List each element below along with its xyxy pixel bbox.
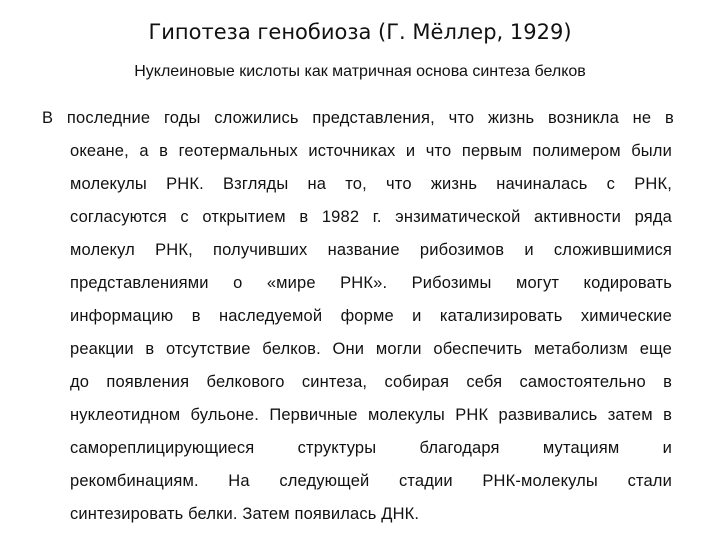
paragraph-word: Они xyxy=(332,340,365,358)
paragraph-word: в xyxy=(191,307,201,325)
paragraph-word: Первичные xyxy=(269,406,358,424)
paragraph-word: молекул xyxy=(70,241,135,259)
paragraph-word: собирая xyxy=(384,373,450,391)
paragraph-word: то, xyxy=(345,175,367,193)
paragraph-word: РНК, xyxy=(155,241,193,259)
paragraph-word: ДНК. xyxy=(381,505,420,523)
paragraph-word: РНК». xyxy=(340,274,388,292)
paragraph-word: в xyxy=(664,109,674,127)
paragraph-word: наследуемой xyxy=(218,307,323,325)
paragraph-word: Рибозимы xyxy=(411,274,492,292)
paragraph-word: информацию xyxy=(70,307,174,325)
paragraph-word: форме xyxy=(340,307,394,325)
paragraph-word: появилась xyxy=(294,505,382,523)
paragraph-line xyxy=(70,399,672,432)
paragraph-word: могут xyxy=(515,274,560,292)
paragraph-word: благодаря xyxy=(419,439,500,457)
paragraph-word: жизнь xyxy=(430,175,478,193)
paragraph-word: ряда xyxy=(634,208,672,226)
paragraph-word: появления xyxy=(106,373,190,391)
paragraph-word: отсутствие xyxy=(166,340,251,358)
slide-subtitle: Нуклеиновые кислоты как матричная основа синтеза белков xyxy=(134,63,586,80)
paragraph-word: молекулы xyxy=(367,406,445,424)
paragraph-word: и xyxy=(662,439,672,457)
paragraph-word: белки. xyxy=(188,505,243,523)
paragraph-word: сложившимися xyxy=(553,241,672,259)
paragraph-word: структуры xyxy=(297,439,377,457)
paragraph-line xyxy=(70,135,672,168)
paragraph-word: метаболизм xyxy=(534,340,629,358)
paragraph-word: химические xyxy=(580,307,672,325)
paragraph-word: затем xyxy=(607,406,653,424)
paragraph-word: активности xyxy=(534,208,621,226)
paragraph-word: и xyxy=(405,142,416,160)
paragraph-word: на xyxy=(307,175,327,193)
paragraph-word: геотермальных xyxy=(178,142,298,160)
paragraph-word: в xyxy=(663,406,672,424)
paragraph-word: белков. xyxy=(262,340,321,358)
paragraph-word: Затем xyxy=(242,505,295,523)
paragraph-word: с xyxy=(180,208,189,226)
paragraph-word: следующей xyxy=(279,472,370,490)
paragraph-word: в xyxy=(663,373,672,391)
paragraph-word: были xyxy=(631,142,672,160)
paragraph-line xyxy=(70,300,672,333)
paragraph-word: Взгляды xyxy=(223,175,289,193)
paragraph-word: синтеза, xyxy=(301,373,368,391)
paragraph-word: себя xyxy=(466,373,503,391)
paragraph-word: с xyxy=(606,175,616,193)
paragraph-word: РНК xyxy=(455,406,489,424)
paragraph-word: что xyxy=(448,109,475,127)
paragraph-word: возникла xyxy=(548,109,619,127)
paragraph-word: синтезировать xyxy=(70,505,189,523)
paragraph-line xyxy=(42,102,674,135)
paragraph-word: могли xyxy=(375,340,422,358)
paragraph-word: стадии xyxy=(399,472,453,490)
paragraph-word: катализировать xyxy=(439,307,563,325)
slide-title: Гипотеза генобиоза (Г. Мёллер, 1929) xyxy=(148,20,572,44)
paragraph-word: кодировать xyxy=(583,274,672,292)
paragraph-word: последние xyxy=(66,109,151,127)
paragraph-line xyxy=(70,366,672,399)
paragraph-word: в xyxy=(159,142,169,160)
paragraph-word: На xyxy=(228,472,250,490)
paragraph-word: 1982 xyxy=(321,208,360,226)
paragraph-word: г. xyxy=(372,208,382,226)
paragraph-word: полимером xyxy=(532,142,621,160)
paragraph-word: в xyxy=(145,340,155,358)
paragraph-word: что xyxy=(386,175,412,193)
paragraph-word: еще xyxy=(639,340,672,358)
paragraph-word: получивших xyxy=(213,241,308,259)
paragraph-word: нуклеотидном xyxy=(70,406,181,424)
paragraph-word: жизнь xyxy=(487,109,535,127)
paragraph-word: океане, xyxy=(70,142,129,160)
paragraph-word: рибозимов xyxy=(419,241,505,259)
paragraph-word: молекулы xyxy=(70,175,147,193)
paragraph-word: бульоне. xyxy=(190,406,259,424)
paragraph-word: мутациям xyxy=(542,439,620,457)
paragraph-line xyxy=(70,201,672,234)
paragraph-word: В xyxy=(42,109,54,127)
paragraph-word: что xyxy=(425,142,452,160)
paragraph-word: и xyxy=(412,307,422,325)
paragraph-word: а xyxy=(139,142,149,160)
paragraph-word: открытием xyxy=(202,208,286,226)
paragraph-word: не xyxy=(632,109,652,127)
paragraph-word: первым xyxy=(461,142,523,160)
paragraph-word: самостоятельно xyxy=(519,373,646,391)
paragraph-line xyxy=(70,234,672,267)
paragraph-word: о xyxy=(233,274,243,292)
paragraph-word: согласуются xyxy=(70,208,167,226)
paragraph-word: представления, xyxy=(312,109,435,127)
paragraph-word: стали xyxy=(627,472,672,490)
paragraph-word: РНК. xyxy=(166,175,204,193)
paragraph-word: годы xyxy=(163,109,201,127)
paragraph-word: в xyxy=(299,208,309,226)
paragraph-word: и xyxy=(524,241,534,259)
paragraph-word: реакции xyxy=(70,340,134,358)
paragraph-word: до xyxy=(70,373,90,391)
paragraph-line xyxy=(70,267,672,300)
paragraph-line xyxy=(70,432,672,465)
paragraph-word: самореплицирующиеся xyxy=(70,439,255,457)
paragraph-word: рекомбинациям. xyxy=(70,472,199,490)
paragraph-line xyxy=(70,498,672,531)
paragraph-line xyxy=(70,333,672,366)
paragraph-word: обеспечить xyxy=(433,340,523,358)
paragraph-word: развивались xyxy=(498,406,598,424)
paragraph-word: источниках xyxy=(308,142,396,160)
paragraph-line xyxy=(70,168,672,201)
paragraph-word: «мире xyxy=(266,274,316,292)
paragraph-word: белкового xyxy=(206,373,285,391)
paragraph-word: РНК-молекулы xyxy=(482,472,598,490)
paragraph-word: представлениями xyxy=(70,274,209,292)
paragraph-word: сложились xyxy=(214,109,299,127)
paragraph-word: РНК, xyxy=(634,175,672,193)
paragraph-line xyxy=(70,465,672,498)
paragraph-word: начиналась xyxy=(496,175,588,193)
paragraph-word: название xyxy=(327,241,400,259)
paragraph-word: энзиматической xyxy=(395,208,521,226)
